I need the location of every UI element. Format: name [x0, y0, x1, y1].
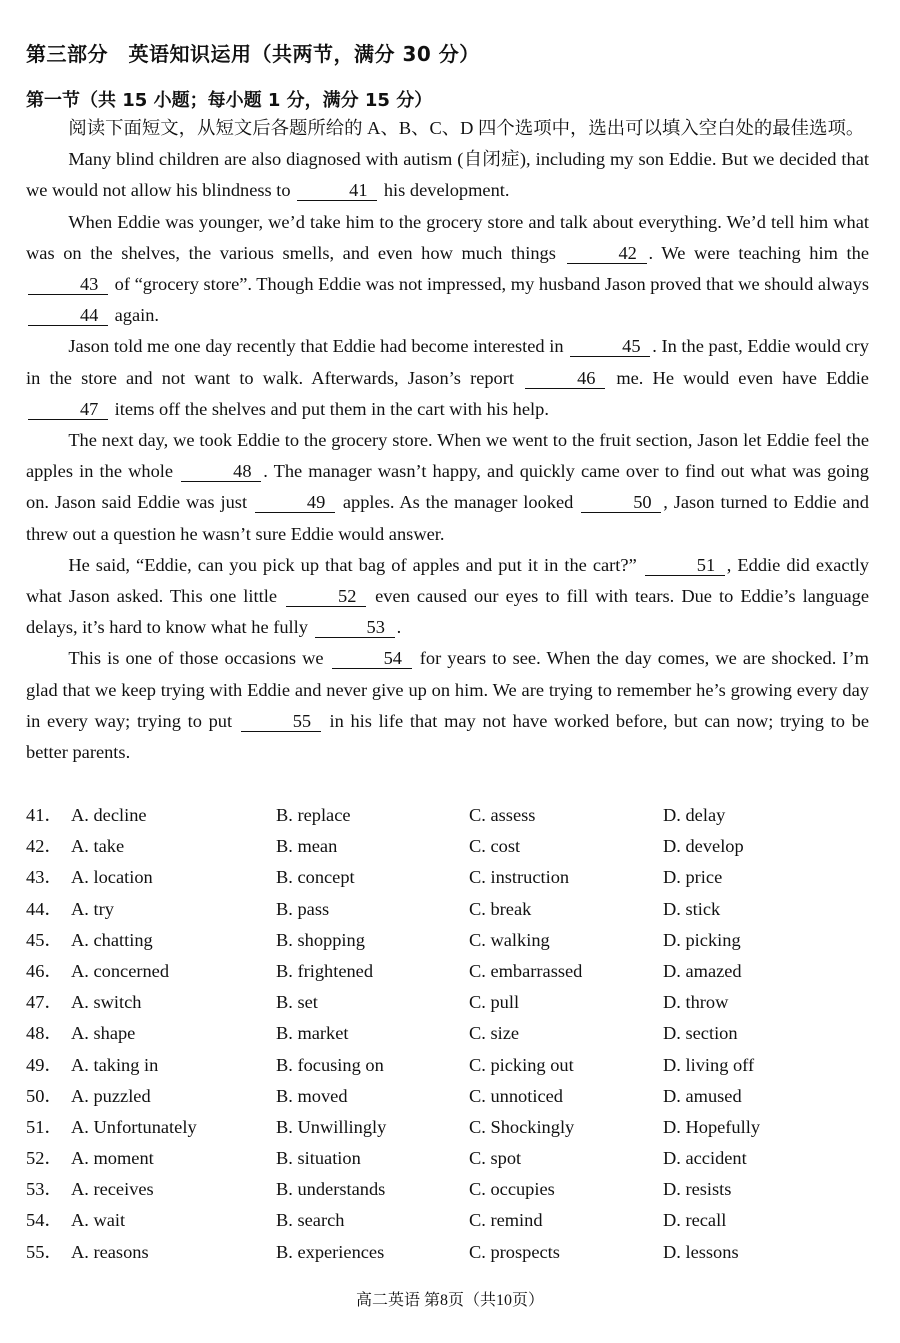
- option-c[interactable]: C. cost: [469, 836, 521, 857]
- option-b[interactable]: B. frightened: [276, 960, 374, 981]
- blank-43: 43: [28, 274, 108, 295]
- option-a[interactable]: A. switch: [71, 992, 142, 1013]
- question-row: [26, 1050, 869, 1081]
- question-row: [26, 1174, 869, 1205]
- passage-text: , Eddie did exactly what Jason asked. This one little: [26, 554, 869, 607]
- blank-44: 44: [28, 305, 108, 326]
- option-a[interactable]: A. decline: [71, 805, 147, 825]
- question-number: 44．: [26, 898, 63, 919]
- option-d[interactable]: D. delay: [663, 805, 726, 825]
- option-d[interactable]: D. accident: [663, 1148, 747, 1169]
- question-number: 48．: [26, 1023, 63, 1044]
- option-b[interactable]: B. set: [276, 992, 318, 1013]
- option-c[interactable]: C. embarrassed: [469, 960, 583, 981]
- question-number: 55．: [26, 1241, 63, 1262]
- question-number: 45．: [26, 929, 63, 950]
- option-a[interactable]: A. Unfortunately: [71, 1116, 197, 1137]
- option-a[interactable]: A. chatting: [71, 929, 153, 950]
- question-row: [26, 1081, 869, 1112]
- passage-text: Many blind children are also diagnosed with autism (自闭症), including my son Eddie. But we decided that we would not allow his blindness to: [26, 149, 869, 201]
- option-a[interactable]: A. reasons: [71, 1241, 149, 1262]
- question-row: [26, 800, 869, 831]
- question-number: 51．: [26, 1116, 63, 1137]
- option-d[interactable]: D. stick: [663, 898, 721, 919]
- option-a[interactable]: A. wait: [71, 1210, 126, 1231]
- instructions: 阅读下面短文，从短文后各题所给的 A、B、C、D 四个选项中，选出可以填入空白处的最佳选项。: [68, 118, 865, 138]
- option-c[interactable]: C. break: [469, 898, 532, 919]
- passage-text: Jason told me one day recently that Eddie had become interested in: [68, 336, 564, 357]
- blank-47: 47: [28, 399, 108, 420]
- option-c[interactable]: C. instruction: [469, 867, 570, 888]
- option-d[interactable]: D. price: [663, 867, 723, 888]
- question-row: [26, 1237, 869, 1268]
- passage-text: for years to see. When the day comes, we are shocked. I’m glad that we keep trying with Eddie and never give up on him. We are trying to remember he’s growing every day in every way; trying to put: [26, 648, 869, 731]
- blank-45: 45: [570, 336, 650, 357]
- option-c[interactable]: C. prospects: [469, 1241, 560, 1262]
- passage-text: . The manager wasn’t happy, and quickly came over to find out what was going on. Jason said Eddie was just: [26, 461, 869, 513]
- option-c[interactable]: C. occupies: [469, 1179, 555, 1200]
- option-b[interactable]: B. replace: [276, 805, 351, 825]
- option-b[interactable]: B. experiences: [276, 1241, 385, 1262]
- option-d[interactable]: D. section: [663, 1023, 738, 1044]
- option-d[interactable]: D. recall: [663, 1210, 727, 1231]
- passage-paragraph-1: [26, 144, 869, 206]
- option-d[interactable]: D. amazed: [663, 960, 742, 981]
- question-row: [26, 1143, 869, 1174]
- question-number: 49．: [26, 1054, 63, 1075]
- passage-paragraph-6: [26, 643, 869, 768]
- question-number: 43．: [26, 867, 63, 888]
- option-c[interactable]: C. remind: [469, 1210, 543, 1231]
- option-d[interactable]: D. develop: [663, 836, 744, 857]
- option-a[interactable]: A. concerned: [71, 960, 170, 981]
- option-b[interactable]: B. moved: [276, 1085, 348, 1106]
- option-d[interactable]: D. throw: [663, 992, 729, 1013]
- question-row: [26, 894, 869, 925]
- passage-paragraph-4: [26, 425, 869, 550]
- option-b[interactable]: B. search: [276, 1210, 345, 1231]
- passage-text: , Jason turned to Eddie and threw out a question he wasn’t sure Eddie would answer.: [26, 492, 869, 544]
- question-number: 41．: [26, 805, 63, 825]
- passage-text: again.: [114, 305, 160, 326]
- passage-text: his development.: [383, 180, 510, 201]
- passage-text: When Eddie was younger, we’d take him to the grocery store and talk about everything. We’d tell him what was on the shelves, the various smells, and even how much things: [26, 211, 869, 263]
- question-row: [26, 1018, 869, 1049]
- question-number: 47．: [26, 992, 63, 1013]
- option-c[interactable]: C. Shockingly: [469, 1116, 575, 1137]
- option-d[interactable]: D. Hopefully: [663, 1116, 761, 1137]
- option-b[interactable]: B. concept: [276, 867, 355, 888]
- part-title: 第三部分 英语知识运用（共两节，满分 30 分）: [26, 42, 480, 66]
- option-c[interactable]: C. spot: [469, 1148, 522, 1169]
- blank-46: 46: [525, 368, 605, 389]
- passage-text: in his life that may not have worked before, but can now; trying to be better parents.: [26, 710, 869, 763]
- passage-text: items off the shelves and put them in the cart with his help.: [114, 398, 549, 419]
- option-b[interactable]: B. market: [276, 1023, 349, 1044]
- blank-49: 49: [255, 492, 335, 513]
- passage-paragraph-2: [26, 207, 869, 332]
- passage-text: of “grocery store”. Though Eddie was not impressed, my husband Jason proved that we should always: [114, 274, 869, 295]
- question-number: 54．: [26, 1210, 63, 1231]
- question-row: [26, 925, 869, 956]
- passage-text: apples. As the manager looked: [342, 492, 574, 513]
- question-number: 53．: [26, 1179, 63, 1200]
- passage: [26, 113, 869, 768]
- option-a[interactable]: A. location: [71, 867, 153, 888]
- option-b[interactable]: B. understands: [276, 1179, 386, 1200]
- passage-text: . In the past, Eddie would cry in the store and not want to walk. Afterwards, Jason’s report: [26, 336, 869, 388]
- passage-text: The next day, we took Eddie to the grocery store. When we went to the fruit section, Jason let Eddie feel the apples in the whole: [26, 430, 869, 482]
- passage-text: even caused our eyes to fill with tears. Due to Eddie’s language delays, it’s hard to know what he fully: [26, 586, 869, 638]
- option-b[interactable]: B. focusing on: [276, 1054, 384, 1075]
- blank-52: 52: [286, 586, 366, 607]
- question-row: [26, 987, 869, 1018]
- passage-paragraph-3: [26, 331, 869, 425]
- section-title: 第一节（共 15 小题；每小题 1 分，满分 15 分）: [26, 90, 433, 111]
- option-c[interactable]: C. picking out: [469, 1054, 574, 1075]
- option-a[interactable]: A. receives: [71, 1179, 154, 1200]
- option-a[interactable]: A. moment: [71, 1148, 154, 1169]
- passage-text: . We were teaching him the: [648, 242, 869, 263]
- blank-42: 42: [567, 243, 647, 264]
- question-row: [26, 831, 869, 862]
- option-d[interactable]: D. picking: [663, 929, 741, 950]
- question-row: [26, 862, 869, 893]
- passage-text: This is one of those occasions we: [68, 648, 324, 669]
- blank-51: 51: [645, 555, 725, 576]
- blank-48: 48: [181, 461, 261, 482]
- blank-54: 54: [332, 648, 412, 669]
- blank-55: 55: [241, 711, 321, 732]
- question-row: [26, 1112, 869, 1143]
- option-d[interactable]: D. lessons: [663, 1241, 739, 1262]
- question-row: [26, 1205, 869, 1236]
- option-a[interactable]: A. shape: [71, 1023, 136, 1044]
- blank-50: 50: [581, 492, 661, 513]
- option-b[interactable]: B. Unwillingly: [276, 1116, 387, 1137]
- question-number: 46．: [26, 960, 63, 981]
- option-a[interactable]: A. puzzled: [71, 1085, 151, 1106]
- page-footer: 高二英语 第8页（共10页）: [355, 1292, 544, 1309]
- option-d[interactable]: D. living off: [663, 1054, 755, 1075]
- option-a[interactable]: A. taking in: [71, 1054, 159, 1075]
- option-c[interactable]: C. assess: [469, 805, 536, 825]
- option-b[interactable]: B. mean: [276, 836, 338, 857]
- passage-text: He said, “Eddie, can you pick up that bag of apples and put it in the cart?”: [68, 554, 637, 575]
- option-a[interactable]: A. try: [71, 898, 114, 919]
- question-number: 50．: [26, 1085, 63, 1106]
- options-list: [26, 800, 869, 1268]
- option-c[interactable]: C. unnoticed: [469, 1085, 563, 1106]
- option-b[interactable]: B. shopping: [276, 929, 365, 950]
- option-d[interactable]: D. resists: [663, 1179, 732, 1200]
- option-c[interactable]: C. walking: [469, 929, 550, 950]
- passage-paragraph-5: [26, 550, 869, 644]
- option-b[interactable]: B. pass: [276, 898, 330, 919]
- passage-text: me. He would even have Eddie: [616, 367, 869, 388]
- option-a[interactable]: A. take: [71, 836, 125, 857]
- question-row: [26, 956, 869, 987]
- question-number: 42．: [26, 836, 63, 857]
- option-d[interactable]: D. amused: [663, 1085, 742, 1106]
- blank-41: 41: [297, 180, 377, 201]
- option-c[interactable]: C. pull: [469, 992, 520, 1013]
- passage-text: .: [396, 617, 402, 638]
- option-b[interactable]: B. situation: [276, 1148, 361, 1169]
- option-c[interactable]: C. size: [469, 1023, 520, 1044]
- question-number: 52．: [26, 1148, 63, 1169]
- blank-53: 53: [315, 617, 395, 638]
